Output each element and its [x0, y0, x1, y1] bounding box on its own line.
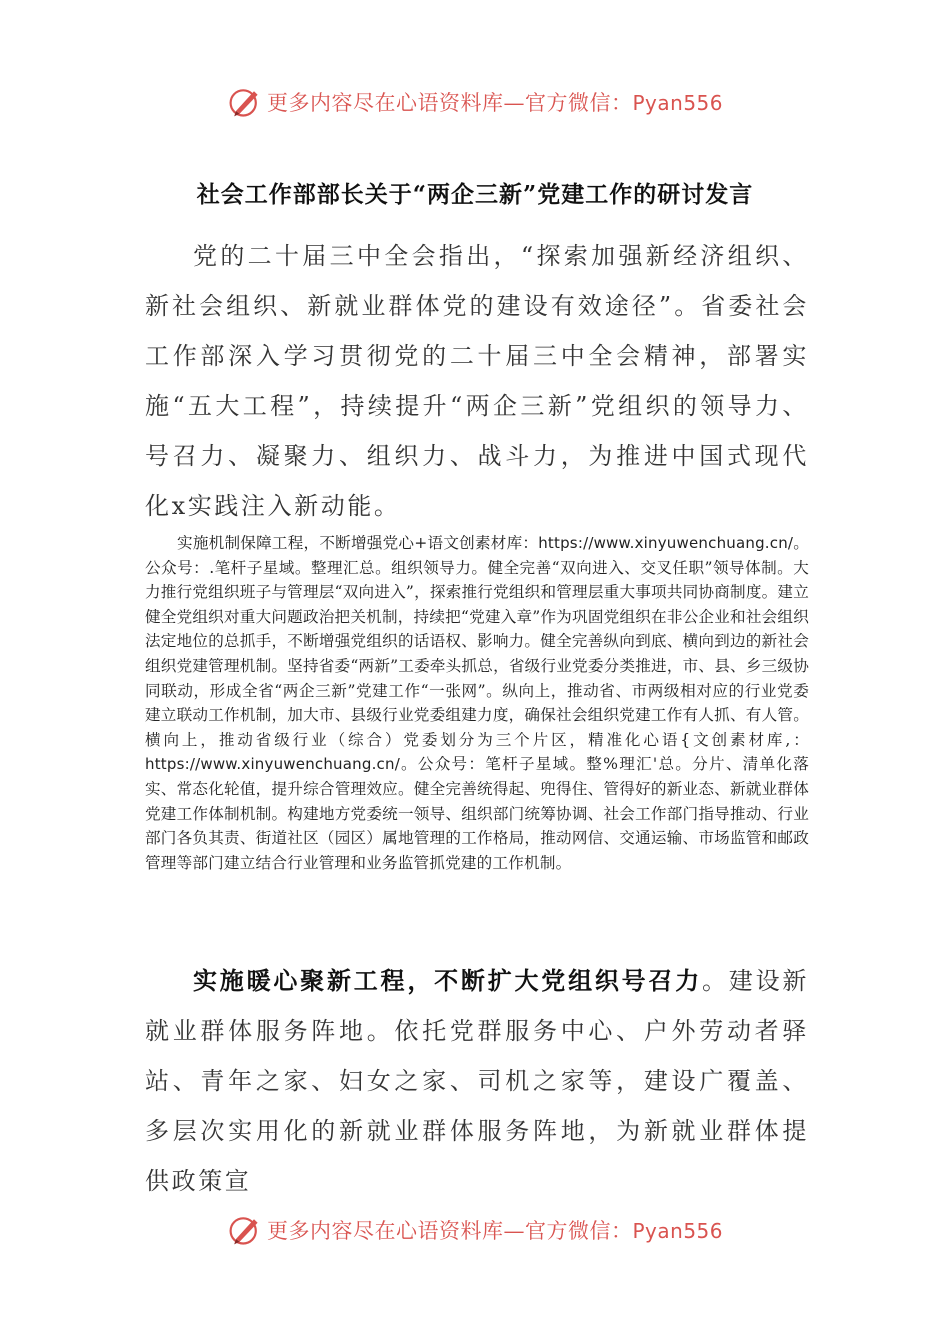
pen-logo-icon	[227, 1212, 263, 1248]
paragraph-warmth-body: 。建设新就业群体服务阵地。依托党群服务中心、户外劳动者驿站、青年之家、妇女之家、司机之家等，建设广覆盖、多层次实用化的新就业群体服务阵地，为新就业群体提供政策宣	[145, 967, 809, 1195]
source-url-1: https://www.xinyuwenchuang.cn/	[538, 534, 794, 552]
banner-wechat-id: Pyan556	[632, 91, 723, 115]
banner-text: 更多内容尽在心语资料库—官方微信：Pyan556	[266, 91, 723, 115]
document-title: 社会工作部部长关于“两企三新”党建工作的研讨发言	[196, 181, 754, 208]
paragraph-lead-heading: 实施暖心聚新工程，不断扩大党组织号召力	[193, 966, 703, 995]
header-watermark-banner	[0, 82, 950, 122]
paragraph-mechanism-part3: 。公众号：笔杆子星域。整%理汇'总。分片、清单化落实、常态化轮值，提升综合管理效应。健全完善统得起、兜得住、管得好的新业态、新就业群体党建工作体制机制。构建地方党委统一领导、组织部门统筹协调、社会工作部门指导推动、行业部门各负其责、街道社区（园区）属地管理的工作格局，推动网信、交通运输、市场监管和邮政管理等部门建立结合行业管理和业务监管抓党建的工作机制。	[145, 755, 809, 872]
paragraph-intro: 党的二十届三中全会指出，“探索加强新经济组织、新社会组织、新就业群体党的建设有效途径”。省委社会工作部深入学习贯彻党的二十届三中全会精神，部署实施“五大工程”，持续提升“两企三新”党组织的领导力、号召力、凝聚力、组织力、战斗力，为推进中国式现代化x实践注入新动能。	[145, 242, 809, 520]
banner-wechat-id: Pyan556	[632, 1219, 723, 1243]
paragraph-mechanism-part2: 。公众号：.笔杆子星域。整理汇总。组织领导力。健全完善“双向进入、交叉任职”领导体制。大力推行党组织班子与管理层“双向进入”，探索推行党组织和管理层重大事项共同协商制度。建立健全党组织对重大问题政治把关机制，持续把“党建入章”作为巩固党组织在非公企业和社会组织法定地位的总抓手，不断增强党组织的话语权、影响力。健全完善纵向到底、横向到边的新社会组织党建管理机制。坚持省委“两新”工委牵头抓总，省级行业党委分类推进，市、县、乡三级协同联动，形成全省“两企三新”党建工作“一张网”。纵向上，推动省、市两级相对应的行业党委建立联动工作机制，加大市、县级行业党委组建力度，确保社会组织党建工作有人抓、有人管。横向上，推动省级行业（综合）党委划分为三个片区，精准化心语{文创素材库,：	[145, 534, 810, 749]
paragraph-warmth-project	[145, 956, 809, 1206]
paragraph-mechanism-part1: 实施机制保障工程，不断增强党心+语文创素材库：	[177, 534, 539, 552]
source-url-2: https://www.xinyuwenchuang.cn/	[145, 755, 400, 774]
banner-text: 更多内容尽在心语资料库—官方微信：Pyan556	[266, 1219, 723, 1243]
paragraph-mechanism	[145, 531, 809, 875]
pen-logo-icon	[227, 84, 263, 120]
footer-watermark-banner	[0, 1210, 950, 1250]
